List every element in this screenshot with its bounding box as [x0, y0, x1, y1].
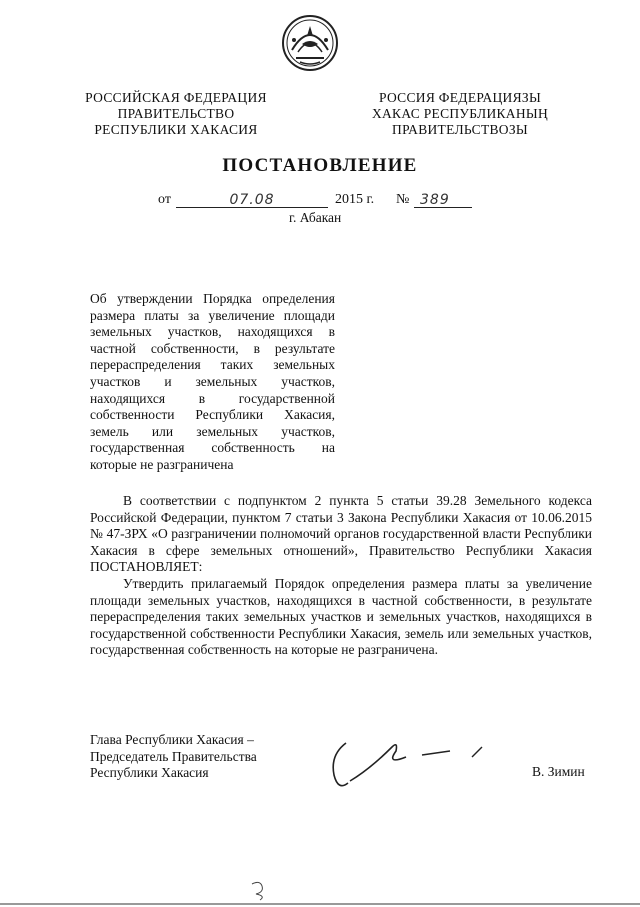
number-field [414, 191, 472, 208]
body-paragraph: В соответствии с подпунктом 2 пункта 5 статьи 39.28 Земельного кодекса Российской Федерации, пунктом 7 статьи 3 Закона Республики Хакасия от 10.06.2015 № 47-ЗРХ «О разграничении полномочий органов государственной власти Республики Хакасия в сфере земельных отношений», Правительство Республики Хакасия ПОСТАНОВЛЯЕТ: [90, 493, 592, 575]
document-title: ПОСТАНОВЛЕНИЕ [222, 155, 418, 176]
header-right-line: ПРАВИТЕЛЬСТВОЗЫ [392, 122, 528, 137]
date-field [176, 191, 328, 208]
signatory-name: В. Зимин [532, 764, 585, 779]
header-left-line: РОССИЙСКАЯ ФЕДЕРАЦИЯ [85, 90, 267, 105]
date-prefix: от [158, 192, 171, 207]
year-label: 2015 г. [335, 192, 375, 207]
number-sign: № [396, 192, 410, 207]
header-right-line: ХАКАС РЕСПУБЛИКАНЫҢ [371, 106, 549, 121]
date-handwritten: 07.08 [229, 192, 275, 208]
margin-pen-mark [246, 878, 276, 902]
body-paragraph: Утвердить прилагаемый Порядок определения размера платы за увеличение площади земельных участков, находящихся в частной собственности, в результате перераспределения таких земельных участков и земельных участков, находящихся в государственной собственности Республики Хакасия, земель или земельных участков, государственная собственность на которые не разграничена. [90, 575, 592, 658]
signatory-position-line: Глава Республики Хакасия – [90, 732, 254, 747]
document-body [90, 493, 592, 659]
document-subject: Об утверждении Порядка определения размера платы за увеличение площади земельных участков, находящихся в частной собственности, в результате перераспределения таких земельных участков и земельных участков, находящихся в государственной собственности Республики Хакасия, земель или земельных участков, государственная собственность на которые не разграничена [90, 291, 335, 472]
number-handwritten: 389 [420, 192, 450, 208]
header-right-line: РОССИЯ ФЕДЕРАЦИЯЗЫ [378, 90, 542, 105]
signatory-position [90, 732, 257, 782]
signatory-position-line: Председатель Правительства [90, 748, 257, 764]
header-left-russian [66, 90, 286, 138]
header-right-khakas [330, 90, 590, 138]
signatory-position-line: Республики Хакасия [90, 765, 209, 781]
coat-of-arms-emblem [280, 14, 340, 72]
city-label: г. Абакан [289, 210, 342, 225]
header-left-line: РЕСПУБЛИКИ ХАКАСИЯ [94, 122, 258, 137]
handwritten-signature [326, 735, 506, 805]
header-left-line: ПРАВИТЕЛЬСТВО [117, 106, 235, 121]
